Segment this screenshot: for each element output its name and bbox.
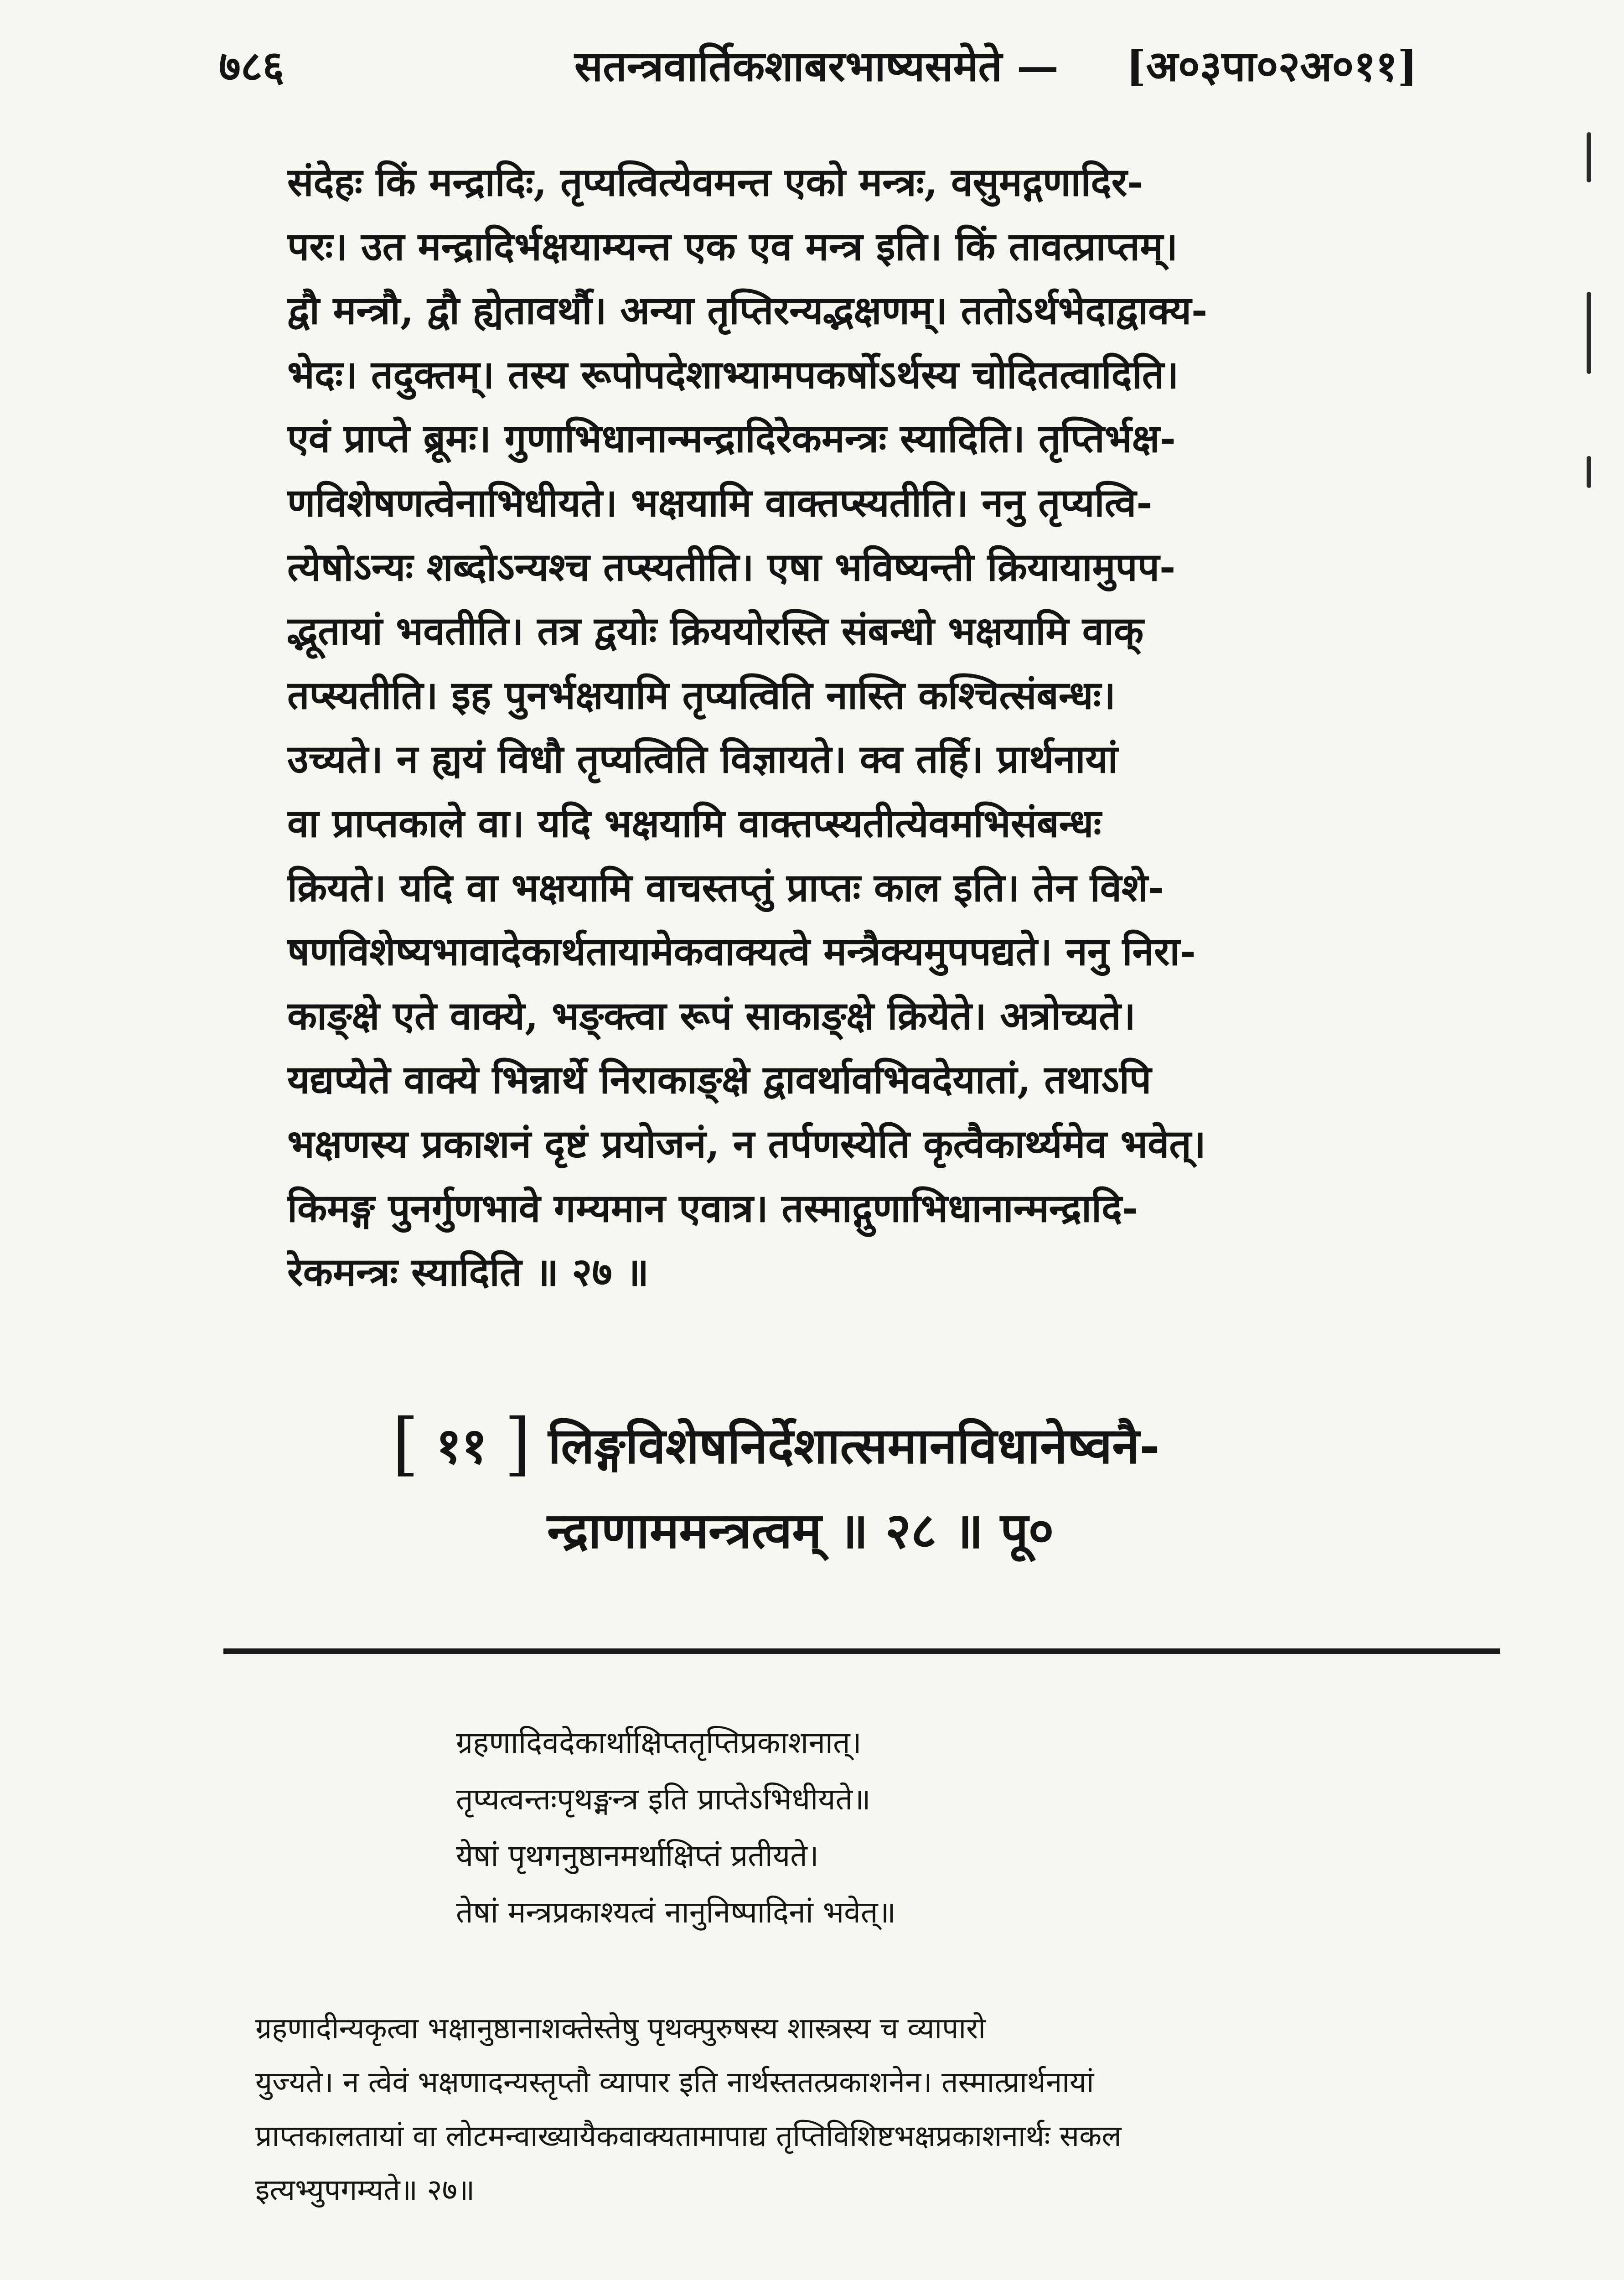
verse-line: तेषां मन्त्रप्रकाश्यत्वं नानुनिष्पादिनां भवेत्॥ — [456, 1895, 896, 1930]
commentary-line: त्येषोऽन्यः शब्दोऽन्यश्च तप्स्यतीति। एषा भविष्यन्ती क्रियायामुपप- — [287, 544, 1176, 590]
commentary-line: भेदः। तदुक्तम्। तस्य रूपोपदेशाभ्यामपकर्षोऽर्थस्य चोदितत्वादिति। — [287, 352, 1179, 398]
commentary-line: एवं प्राप्ते ब्रूमः। गुणाभिधानान्मन्द्रादिरेकमन्त्रः स्यादिति। तृप्तिर्भक्ष- — [287, 416, 1176, 462]
margin-mark — [1587, 292, 1591, 374]
commentary-line: संदेहः किं मन्द्रादिः, तृप्यत्वित्येवमन्त एको मन्त्रः, वसुमद्गणादिर- — [287, 160, 1143, 205]
running-header — [219, 32, 1514, 100]
commentary-line: काङ्क्षे एते वाक्ये, भङ्क्त्वा रूपं साकाङ्क्षे क्रियेते। अत्रोच्यते। — [287, 993, 1136, 1039]
commentary-line: परः। उत मन्द्रादिर्भक्षयाम्यन्त एक एव मन्त्र इति। किं तावत्प्राप्तम्। — [287, 223, 1178, 269]
page-number: ७८६ — [219, 41, 284, 91]
sutra-bracket-close: ] — [504, 1404, 531, 1484]
footnote-line: ग्रहणादीन्यकृत्वा भक्षानुष्ठानाशक्तेस्तेषु पृथक्पुरुषस्य शास्त्रस्य च व्यापारो — [255, 2012, 986, 2046]
footnote-commentary — [255, 2002, 1514, 2217]
header-dash: — — [1017, 41, 1059, 91]
commentary-line: किमङ्ग पुनर्गुणभावे गम्यमान एवात्र। तस्माद्गुणाभिधानान्मन्द्रादि- — [287, 1185, 1138, 1231]
footnote-line: युज्यते। न त्वेवं भक्षणादन्यस्तृप्तौ व्यापार इति नार्थस्ततत्प्रकाशनेन। तस्मात्प्रार्थनायां — [255, 2066, 1094, 2099]
commentary-line: वा प्राप्तकाले वा। यदि भक्षयामि वाक्तप्स्यतीत्येवमभिसंबन्धः — [287, 800, 1102, 846]
commentary-line: षणविशेष्यभावादेकार्थतायामेकवाक्यत्वे मन्त्रैक्यमुपपद्यते। ननु निरा- — [287, 929, 1196, 975]
verse-line: तृप्यत्वन्तःपृथङ्मन्त्र इति प्राप्तेऽभिधीयते॥ — [456, 1782, 871, 1817]
section-divider — [223, 1648, 1500, 1654]
footnote-line: इत्यभ्युपगम्यते॥ २७॥ — [255, 2173, 475, 2207]
commentary-line: क्रियते। यदि वा भक्षयामि वाचस्तप्तुं प्राप्तः काल इति। तेन विशे- — [287, 865, 1164, 911]
margin-mark — [1587, 132, 1591, 182]
commentary-line: भक्षणस्य प्रकाशनं दृष्टं प्रयोजनं, न तर्पणस्येति कृत्वैकार्थ्यमेव भवेत्। — [287, 1121, 1206, 1167]
sutra-bracket-open: [ — [392, 1404, 419, 1484]
commentary-line: णविशेषणत्वेनाभिधीयते। भक्षयामि वाक्तप्स्यतीति। ननु तृप्यत्वि- — [287, 480, 1153, 526]
commentary-block — [287, 150, 1509, 1305]
sutra-number: ११ — [436, 1417, 487, 1475]
commentary-line: रेकमन्त्रः स्यादिति ॥ २७ ॥ — [287, 1249, 649, 1295]
margin-mark — [1587, 456, 1591, 488]
commentary-line: द्वौ मन्त्रौ, द्वौ ह्येतावर्थौ। अन्या तृप्तिरन्यद्भक्षणम्। ततोऽर्थभेदाद्वाक्य- — [287, 288, 1208, 334]
sutra-text-1: लिङ्गविशेषनिर्देशात्समानविधानेष्वनै- — [548, 1417, 1160, 1475]
sutra-line-2: न्द्राणाममन्त्रत्वम् ॥ २८ ॥ पू० — [547, 1502, 1054, 1560]
commentary-line: द्भूतायां भवतीति। तत्र द्वयोः क्रिययोरस्ति संबन्धो भक्षयामि वाक् — [287, 608, 1144, 654]
sutra-line-1 — [392, 1404, 1160, 1486]
commentary-line: यद्यप्येते वाक्ये भिन्नार्थे निराकाङ्क्षे द्वावर्थावभिवदेयातां, तथाऽपि — [287, 1057, 1152, 1103]
commentary-line: तप्स्यतीति। इह पुनर्भक्षयामि तृप्यत्विति नास्ति कश्चित्संबन्धः। — [287, 672, 1116, 718]
verse-line: येषां पृथगनुष्ठानमर्थाक्षिप्तं प्रतीयते। — [456, 1838, 819, 1873]
commentary-line: उच्यते। न ह्ययं विधौ तृप्यत्विति विज्ञायते। क्व तर्हि। प्रार्थनायां — [287, 736, 1118, 782]
header-title: सतन्त्रवार्तिकशाबरभाष्यसमेते — [574, 41, 1002, 91]
verse-line: ग्रहणादिवदेकार्थाक्षिप्ततृप्तिप्रकाशनात्। — [456, 1725, 862, 1760]
section-reference: [अ०३पा०२अ०११] — [1126, 41, 1417, 91]
verse-block — [456, 1715, 1277, 1941]
footnote-line: प्राप्तकालतायां वा लोटमन्वाख्यायैकवाक्यतामापाद्य तृप्तिविशिष्टभक्षप्रकाशनार्थः सकल — [255, 2119, 1122, 2153]
